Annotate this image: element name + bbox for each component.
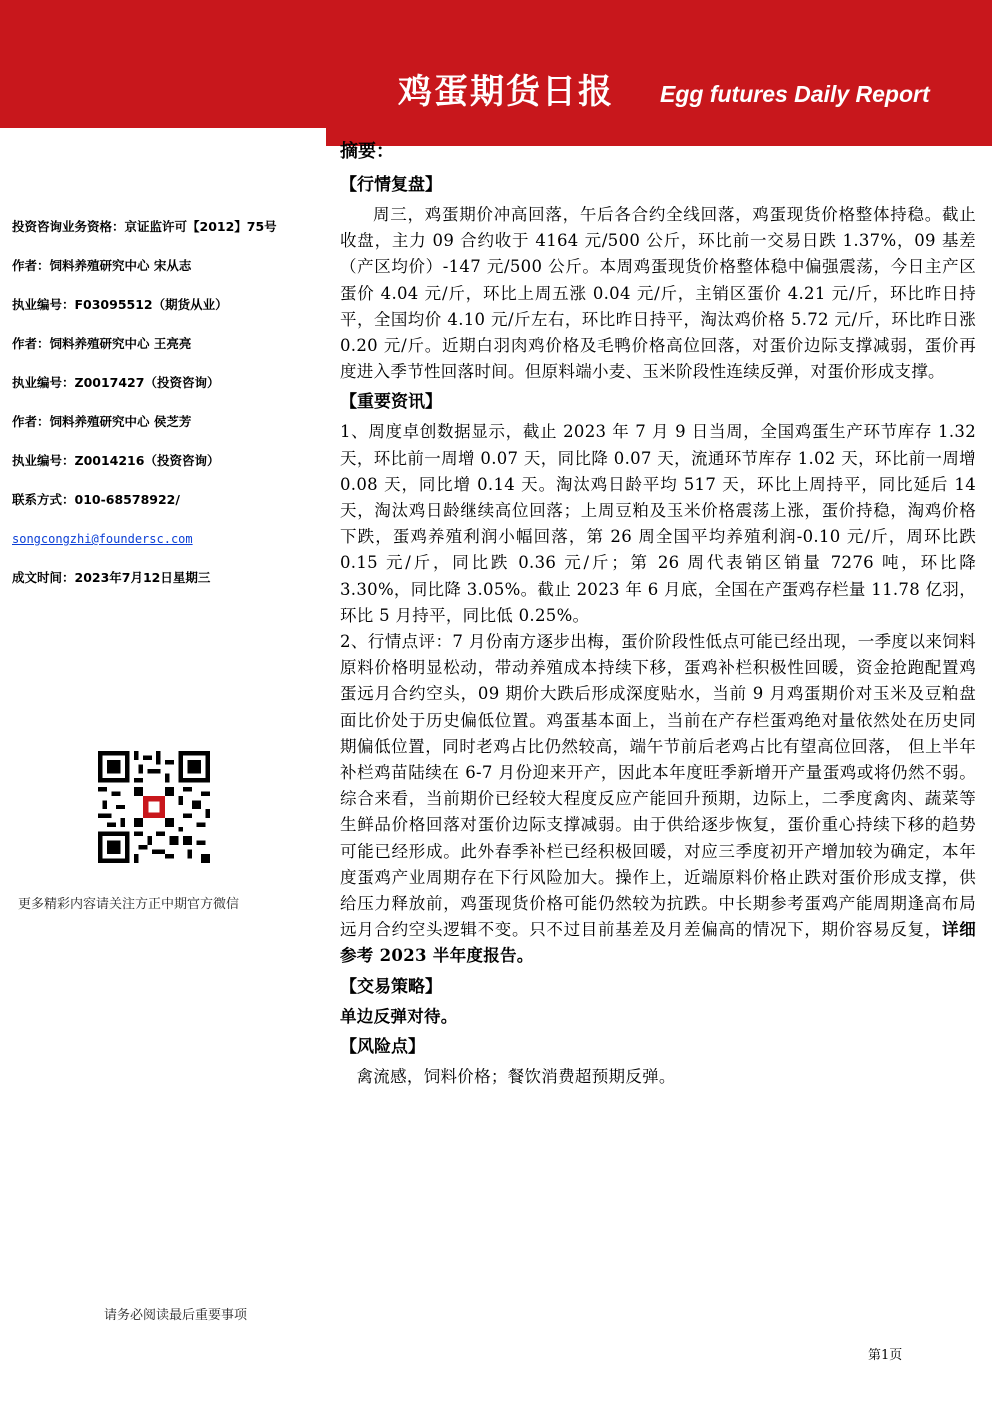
- strategy-heading: 【交易策略】: [340, 976, 442, 997]
- author-3: 作者：饲料养殖研究中心 侯芝芳: [12, 414, 192, 429]
- news-item-2: [340, 629, 976, 970]
- news-item-2-text: 2、行情点评：7 月份南方逐步出梅，蛋价阶段性低点可能已经出现，一季度以来饲料原料价格明显松动，带动养殖成本持续下移，蛋鸡补栏积极性回暖，资金抢跑配置鸡蛋远月合约空头，09 期价大跌后形成深度贴水，当前 9 月鸡蛋期价对玉米及豆粕盘面比价处于历史偏低位置。鸡蛋基本面上，当前在产存栏蛋鸡绝对量依然处在历史同期偏低位置，同时老鸡占比仍然较高，端午节前后老鸡占比有望高位回落， 但上半年补栏鸡苗陆续在 6-7 月份迎来开产，因此本年度旺季新增开产量蛋鸡或将仍然不弱。综合来看，当前期价已经较大程度反应产能回升预期，边际上，二季度禽肉、蔬菜等生鲜品价格回落对蛋价边际支撑减弱。由于供给逐步恢复，蛋价重心持续下移的趋势可能已经形成。此外春季补栏已经积极回暖，对应三季度初开产增加较为确定，本年度蛋鸡产业周期存在下行风险加大。操作上，近端原料价格止跌对蛋价形成支撑，供给压力释放前，鸡蛋现货价格可能仍然较为抗跌。中长期参考蛋鸡产能周期逢高布局远月合约空头逻辑不变。只不过目前基差及月差偏高的情况下，期价容易反复，: [340, 632, 976, 940]
- qualification-line: 投资咨询业务资格：京证监许可【2012】75号: [12, 219, 277, 234]
- news-item-1: 1、周度卓创数据显示，截止 2023 年 7 月 9 日当周，全国鸡蛋生产环节库存 1.32 天，环比前一周增 0.07 天，同比降 0.07 天，流通环节库存 1.02 天，环比前一周增 0.08 天，同比增 0.14 天。淘汰鸡日龄平均 517 天，环比上周持平，同比延后 14 天，淘汰鸡日龄继续高位回落；上周豆粕及玉米价格震荡上涨，蛋价持稳，淘鸡价格下跌，蛋鸡养殖利润小幅回落，第 26 周全国平均养殖利润-0.10 元/斤，周环比跌 0.15 元/斤，同比跌 0.36 元/斤；第 26 周代表销区销量 7276 吨，环比降 3.30%，同比降 3.05%。截止 2023 年 6 月底，全国在产蛋鸡存栏量 11.78 亿羽，环比 5 月持平，同比低 0.25%。: [340, 422, 976, 625]
- author-2: 作者：饲料养殖研究中心 王亮亮: [12, 336, 192, 351]
- license-1: 执业编号：F03095512（期货从业）: [12, 297, 228, 312]
- page-number: 第1页: [868, 1348, 903, 1363]
- review-paragraph: 周三，鸡蛋期价冲高回落，午后各合约全线回落，鸡蛋现货价格整体持稳。截止收盘，主力 09 合约收于 4164 元/500 公斤，环比前一交易日跌 1.37%，09 基差（产区均价）-147 元/500 公斤。本周鸡蛋现货价格整体稳中偏强震荡，今日主产区蛋价 4.04 元/斤，环比上周五涨 0.04 元/斤，主销区蛋价 4.21 元/斤，环比昨日持平，全国均价 4.10 元/斤左右，环比昨日持平，淘汰鸡价格 5.72 元/斤，环比昨日涨 0.20 元/斤。近期白羽肉鸡价格及毛鸭价格高位回落，对蛋价边际支撑减弱，蛋价再度进入季节性回落时间。但原料端小麦、玉米阶段性连续反弹，对蛋价形成支撑。: [340, 205, 976, 382]
- author-1: 作者：饲料养殖研究中心 宋从志: [12, 258, 192, 273]
- contact-line: 联系方式：010-68578922/: [12, 492, 180, 507]
- summary-heading: 摘要：: [340, 141, 394, 162]
- disclaimer-note: 请务必阅读最后重要事项: [104, 1308, 248, 1323]
- license-3: 执业编号：Z0014216（投资咨询）: [12, 453, 220, 468]
- review-heading: 【行情复盘】: [340, 175, 442, 195]
- header-cutout: [0, 128, 326, 146]
- wechat-qr-code: [98, 751, 210, 863]
- risk-heading: 【风险点】: [340, 1036, 425, 1057]
- report-body: [340, 138, 976, 1090]
- qr-caption: 更多精彩内容请关注方正中期官方微信: [18, 897, 240, 912]
- news-item-2-reference: 详细参考 2023 半年度报告。: [340, 920, 976, 966]
- date-line: 成文时间：2023年7月12日星期三: [12, 570, 211, 585]
- report-title-en: Egg futures Daily Report: [660, 81, 930, 107]
- strategy-text: 单边反弹对待。: [340, 1006, 458, 1026]
- risk-text: 禽流感，饲料价格；餐饮消费超预期反弹。: [356, 1066, 676, 1086]
- report-title-cn: 鸡蛋期货日报: [398, 72, 614, 112]
- email-link[interactable]: songcongzhi@foundersc.com: [12, 532, 193, 546]
- license-2: 执业编号：Z0017427（投资咨询）: [12, 375, 220, 390]
- news-heading: 【重要资讯】: [340, 392, 442, 413]
